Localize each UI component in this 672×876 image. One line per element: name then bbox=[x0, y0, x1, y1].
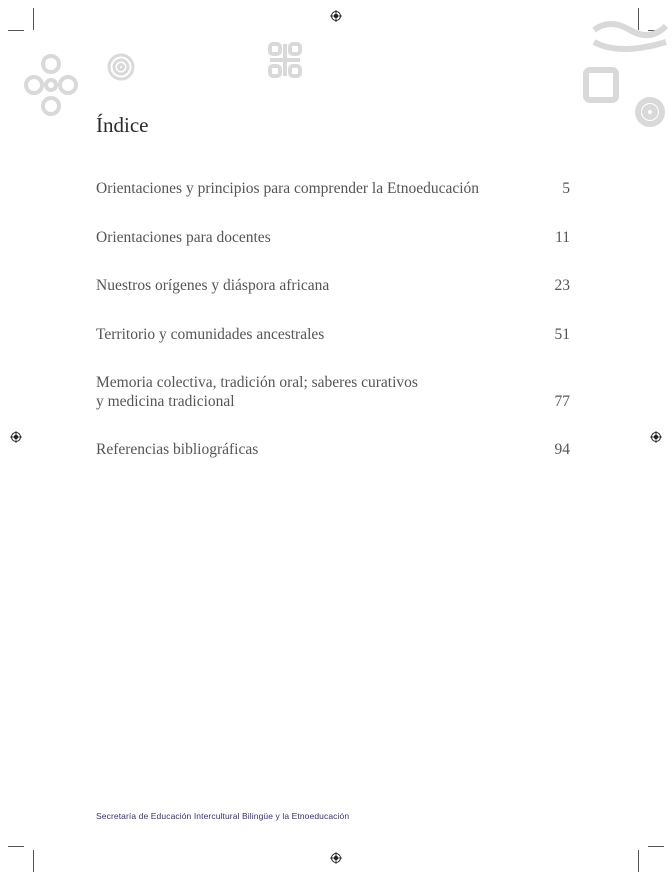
crop-mark bbox=[33, 8, 34, 30]
crop-mark bbox=[638, 850, 639, 872]
knot-motif-icon bbox=[266, 40, 304, 80]
toc-entry-label: Nuestros orígenes y diáspora africana bbox=[96, 277, 330, 294]
spiral-motif-icon bbox=[106, 52, 136, 82]
toc-entry-label: Referencias bibliográficas bbox=[96, 441, 259, 458]
toc-entry-page: 51 bbox=[554, 326, 570, 343]
toc-entry-label: Orientaciones y principios para comprender la Etnoeducación bbox=[96, 180, 480, 197]
toc-entry-label bbox=[96, 373, 516, 411]
registration-mark-icon bbox=[10, 431, 22, 443]
crop-mark bbox=[8, 30, 24, 31]
toc-entry-page: 23 bbox=[554, 277, 570, 294]
toc-entry-page: 77 bbox=[554, 393, 570, 410]
page-title: Índice bbox=[96, 113, 149, 137]
spiral-motif-icon bbox=[580, 12, 672, 132]
toc-entry-page: 94 bbox=[554, 441, 570, 458]
toc-entry-page: 11 bbox=[555, 229, 570, 246]
toc-entry-label: Orientaciones para docentes bbox=[96, 229, 271, 246]
crop-mark bbox=[8, 846, 24, 847]
registration-mark-icon bbox=[330, 852, 342, 864]
toc-entry[interactable] bbox=[96, 373, 570, 411]
crop-mark bbox=[33, 850, 34, 872]
registration-mark-icon bbox=[650, 431, 662, 443]
toc-entry-label: Territorio y comunidades ancestrales bbox=[96, 326, 325, 343]
toc-entry-page: 5 bbox=[562, 180, 570, 197]
registration-mark-icon bbox=[330, 10, 342, 22]
toc-entry-label-line: Memoria colectiva, tradición oral; saberes curativos bbox=[96, 374, 418, 391]
crop-mark bbox=[648, 846, 664, 847]
spiral-motif-icon bbox=[20, 52, 82, 118]
page-footer: Secretaría de Educación Intercultural Bilingüe y la Etnoeducación bbox=[96, 811, 350, 821]
toc-entry-label-line: y medicina tradicional bbox=[96, 393, 235, 410]
